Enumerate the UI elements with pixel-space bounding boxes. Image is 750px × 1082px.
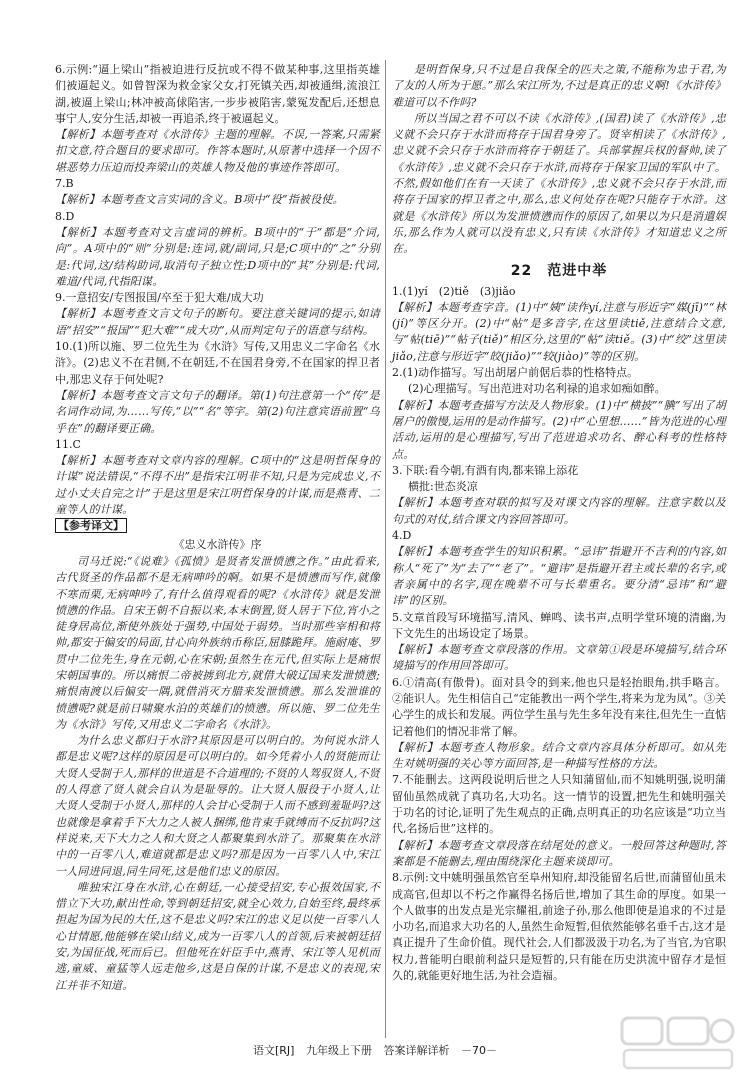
analysis-5: 【解析】本题考查文章段落的作用。文章第①段是环境描写,结合环境描写的作用回答即可。 xyxy=(392,643,726,673)
footer-subject: 语文[RJ] xyxy=(253,1044,295,1057)
analysis-9: 【解析】本题考查文言文句子的断句。要注意关键词的提示,如请语“招安”“报国”“犯大难”“成大功”,从而判定句子的语意与结构。 xyxy=(55,307,380,337)
translation-continued: 所以当国之君不可以不读《水浒传》,(国君)读了《水浒传》,忠义就不会只存于水浒而将存于国君身旁了。贤宰相读了《水浒传》,忠义就不会只存于水浒而将存于朝廷了。兵部掌握兵权的督帅,读了《水浒传》,忠义就不会只存于水浒,而将存于保家卫国的军队中了。不然,假如他们在有一天读了《水浒传》,忠义就不会只存于水浒,而将存于国家的捍卫者之中,那么,忠义何处存在呢?只能存于水浒。这就是《水浒传》所以为发泄愤懑而作的原因了,如果以为只是消遣娱乐,那么作为人就可以没有忠义,只有读《水浒传》才知道忠义之所在。 xyxy=(392,111,726,256)
answer-2-part-2: (2)心理描写。写出范进对功名利禄的追求如痴如醉。 xyxy=(408,382,666,396)
analysis-4: 【解析】本题考查学生的知识积累。“忌讳”指避开不吉利的内容,如称人“死了”为“去了”“老了”。“避讳”是指避开君主或长辈的名字,或者亲属中的名字,现在晚辈不可与长辈重名。要分清“忌讳”和“避讳”的区别。 xyxy=(392,545,726,608)
analysis-3: 【解析】本题考查对联的拟写及对课文内容的理解。注意字数以及句式的对仗,结合课文内容回答即可。 xyxy=(392,496,726,526)
answer-5: 5.文章首段写环境描写,清风、蝉鸣、读书声,点明学堂环境的清幽,为下文先生的出场设定了场景。 xyxy=(392,610,726,640)
answer-3: 3.下联:看今朝,有酒有肉,都来锦上添花 xyxy=(392,463,579,477)
section-title: 22 范进中举 xyxy=(510,262,608,279)
analysis-1: 【解析】本题考查字音。(1)中“姨”读作yí,注意与形近字“媒(jī)”“林(jí)”等区分开。(2)中“帖”是多音字,在这里读tiě,注意结合文意,与“帖(tiē)”“帖子(tiě)”相区分,这里的“帖”读tiě。(3)中“绞”这里读jiǎo,注意与形近字“皎(jiǎo)”“较(jiào)”等的区别。 xyxy=(392,300,726,363)
analysis-7: 【解析】本题考查文章段落在结尾处的意义。一般回答这种题时,答案都是不能删去,理由围绕深化主题来谈即可。 xyxy=(392,838,726,868)
watermark-logo-icon xyxy=(618,1012,738,1074)
answer-1: 1.(1)yí (2)tiě (3)jiǎo xyxy=(392,284,516,298)
answer-10: 10.(1)所以施、罗二位先生为《水浒》写传,又用忠义二字命名《水浒》。(2)忠义不在君侧,不在朝廷,不在国君身旁,不在国家的捍卫者中,那忠义存于何处呢? xyxy=(55,340,380,386)
answer-7: 7.不能删去。这两段说明后世之人只知蒲留仙,而不知姚明强,说明蒲留仙虽然成就了真功名,大功名。这一情节的设置,把先生和姚明强关于功名的讨论,证明了先生观点的正确,点明真正的功名应该是“功立当代,名扬后世”这样的。 xyxy=(392,773,726,836)
answer-4: 4.D xyxy=(392,529,412,543)
right-column xyxy=(392,62,726,984)
analysis-6: 【解析】本题考查对《水浒传》主题的理解。不误,一答案,只需紧扣文意,符合题目的要求即可。作答本题时,从原著中选择一个因不堪恶势力压迫而投奔梁山的英雄人物及他的事迹作答即可。 xyxy=(55,128,380,174)
footer-book-title: 答案详解详析 xyxy=(383,1044,450,1057)
answer-8: 8.示例:文中姚明强虽然官至阜州知府,却没能留名后世,而蒲留仙虽未成高官,但却以不朽之作赢得名扬后世,增加了其生命的厚度。如果一个人做事的出发点是光宗耀祖,前途子孙,那么他即使是追求的不过是小功名,而追求大功名的人,虽然生命短暂,但依然能够名垂千古,这才是真正提升了生命价值。现代社会,人们都汲汲于功名,为了当官,为官职权力,普能明白眼前利益只是短暂的,只有能在历史洪流中留存才是恒久的,就能更好地生活,为社会造福。 xyxy=(392,871,726,983)
answer-2: 2.(1)动作描写。写出胡屠户前倨后恭的性格特点。 xyxy=(392,366,639,380)
answer-11: 11.C xyxy=(55,437,81,451)
analysis-2: 【解析】本题考查描写方法及人物形象。(1)中“横披”“腆”写出了胡屠户的傲慢,运用的是动作描写。(2)中“心里想……”皆为范进的心理活动,运用的是心理描写,写出了范进追求功名、醉心科考的性格特点。 xyxy=(392,398,726,461)
analysis-7: 【解析】本题考查文言实词的含义。B项中“役”指被役使。 xyxy=(55,193,344,207)
reference-translation-label: 【参考译文】 xyxy=(55,518,127,533)
footer-grade: 九年级上下册 xyxy=(305,1044,372,1057)
analysis-6: 【解析】本题考查人物形象。结合文章内容具体分析即可。如从先生对姚明强的关心等方面回答,是一种描写性格的方法。 xyxy=(392,740,726,771)
analysis-8: 【解析】本题考查对文言虚词的辨析。B项中的“于”都是“介词,向”。A项中的“则”分别是:连词,就/副词,只是;C项中的“之”分别是:代词,这/结构助词,取消句子独立性;D项中的“其”分别是:代词,难道/代词,代指阳谋。 xyxy=(55,225,380,288)
translation-paragraph: 司马迁说:“《说难》《孤愤》是贤者发泄愤懑之作。”由此看来,古代贤圣的作品都不是无病呻吟的啊。如果不是愤懑而写作,就像不寒而栗,无病呻吟了,有什么值得观看的呢?《水浒传》就是发泄愤懑的作品。自宋王朝不自振以来,本末倒置,贤人居于下位,宵小之徒身居高位,渐使外族处于强势,中国处于弱势。当时那些宰相和将帅,都安于偏安的局面,甘心向外族纳币称臣,屈膝跪拜。施耐庵、罗贯中二位先生,身在元朝,心在宋朝;虽然生在元代,但实际上是痛恨宋朝国事的。所以痛恨二帝被掳到北方,就借大破辽国来发泄愤懑;痛恨南渡以后偏安一隅,就借消灭方腊来发泄愤懑。那么发泄谁的愤懑呢?就是前日啸聚水泊的英雄们的愤懑。所以施、罗二位先生为《水浒》写传,又用忠义二字命名《水浒》。 xyxy=(55,554,380,731)
answer-8: 8.D xyxy=(55,209,75,223)
answer-9: 9.一意招安/专图报国/卒至于犯大难/成大功 xyxy=(55,291,264,305)
translation-paragraph: 唯独宋江身在水浒,心在朝廷,一心接受招安,专心报效国家,不惜立下大功,献出性命,等到朝廷招安,就全心效力,自始至终,最终承担起为国为民的大任,这不是忠义吗?宋江的忠义足以使一百零八人心甘情愿,他能够在梁山结义,成为一百零八人的首领,后来被朝廷招安,为国征战,死而后已。但他死在奸臣手中,燕青、宋江等人见机而逃,童威、童猛等人远走他乡,这是自保的计谋,不是忠义的表现,宋江并非不知道。 xyxy=(55,880,380,992)
left-column xyxy=(55,62,380,994)
analysis-11: 【解析】本题考查对文章内容的理解。C项中的“这是明哲保身的计谋”说法错误,“不得不出”是指宋江明非不知,只是为完成忠义,不过小丈夫自完之计”于是这里是宋江明哲保身的计谋,而是燕青、二童等人的计谋。 xyxy=(55,454,380,517)
page-number: －70－ xyxy=(460,1044,497,1057)
translation-title: 《忠义水浒传》序 xyxy=(173,537,262,551)
column-divider xyxy=(385,60,386,1038)
answer-6: 6.示例:“逼上梁山”指被迫进行反抗或不得不做某种事,这里指英雄们被逼起义。如曾智深为救金家父女,打死镇关西,却被通缉,流浪江湖,被逼上梁山;林冲被高俅陷害,一步步被陷害,蒙冤发配后,还想息事宁人,安分生活,却被一再追杀,终于被逼起义。 xyxy=(55,63,380,125)
answer-3-part-2: 横批:世态炎凉 xyxy=(408,480,478,494)
translation-continued: 是明哲保身,只不过是自我保全的匹夫之策,不能称为忠于君,为了友的人所为于愿。”那么宋江所为,不过是真正的忠义啊!《水浒传》难道可以不作吗? xyxy=(392,63,726,109)
analysis-10: 【解析】本题考查文言文句子的翻译。第(1)句注意第一个“传”是名词作动词,为……写传,“以”“名”等字。第(2)句注意宾语前置“乌乎在”的翻译要正确。 xyxy=(55,388,380,435)
answer-6: 6.①清高(有傲骨)。面对县令的到来,他也只是轻抬眼角,拱手略言。②能识人。先生相信自己“定能教出一两个学生,将来为龙为凤”。③关心学生的成长和发展。两位学生虽与先生多年没有来往,但先生一直惦记着他们的情况非常了解。 xyxy=(392,675,726,738)
translation-paragraph: 为什么忠义都归于水浒?其原因是可以明白的。为何说水浒人都是忠义呢?这样的原因是可以明白的。如今凭着小人的贤能而让大贤人受制于人,那样的世道是不合道理的;不贤的人驾驭贤人,不贤的人得意了贤人就会自认为是耻辱的。让大贤人服役于小贤人,让大贤人受制于小贤人,那样的人会甘心受制于人而不感到羞耻吗?这也就像是拿着手下大力之人被人捆绑,他肯束手就缚而不反抗吗?这样说来,天下大力之人和大贤之人都聚集到水浒了。那聚集在水浒中的一百零八人,难道就都是忠义吗?那是因为一百零八人中,宋江一人同进同退,同生同死,这是他们忠义的原因。 xyxy=(55,734,380,878)
answer-7: 7.B xyxy=(55,177,74,191)
